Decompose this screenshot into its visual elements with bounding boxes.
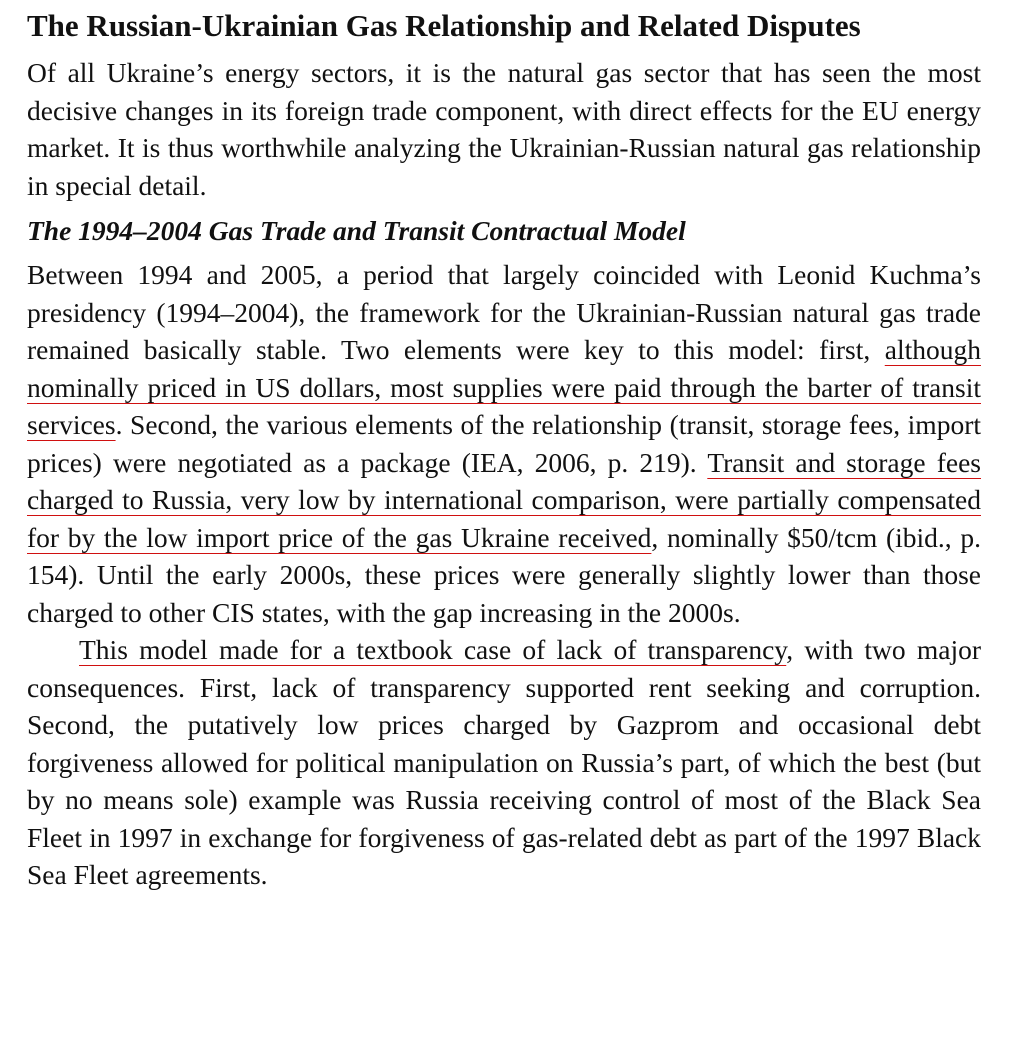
body-paragraph-1 xyxy=(27,256,981,631)
section-heading: The Russian-Ukrainian Gas Relationship and Related Disputes xyxy=(27,8,861,43)
document-page xyxy=(27,6,981,894)
highlighted-text-barter: although nominally priced in US dollars, most supplies were paid through the barter of transit services xyxy=(27,334,981,440)
paragraph-1-text-1: Between 1994 and 2005, a period that largely coincided with Leonid Kuchma’s presidency (1994–2004), the framework for the Ukrainian-Russian natural gas trade remained basically stable. Two elements were key to this model: first, xyxy=(27,259,981,365)
highlighted-text-transit-fees: Transit and storage fees charged to Russia, very low by international comparison, were partially compensated for by the low import price of the gas Ukraine received xyxy=(27,446,981,553)
intro-paragraph: Of all Ukraine’s energy sectors, it is the natural gas sector that has seen the most decisive changes in its foreign trade component, with direct effects for the EU energy market. It is thus worthwhile analyzing the Ukrainian-Russian natural gas relationship in special detail. xyxy=(27,57,981,201)
subsection-heading: The 1994–2004 Gas Trade and Transit Contractual Model xyxy=(27,215,686,246)
highlighted-text-transparency: This model made for a textbook case of lack of transparency xyxy=(79,634,787,665)
paragraph-1-text-3: , nominally $50/tcm (ibid., p. 154). Until the early 2000s, these prices were generally slightly lower than those charged to other CIS states, with the gap increasing in the 2000s. xyxy=(27,521,981,628)
paragraph-1-text-2: . Second, the various elements of the relationship (transit, storage fees, import prices) were negotiated as a package (IEA, 2006, p. 219). xyxy=(27,409,981,478)
paragraph-2-text-1: , with two major consequences. First, lack of transparency supported rent seeking and corruption. Second, the putatively low prices charged by Gazprom and occasional debt forgiveness allowed for political manipulation on Russia’s part, of which the best (but by no means sole) example was Russia receiving control of most of the Black Sea Fleet in 1997 in exchange for forgiveness of gas-related debt as part of the 1997 Black Sea Fleet agreements. xyxy=(27,634,981,890)
body-paragraph-2 xyxy=(27,631,981,894)
